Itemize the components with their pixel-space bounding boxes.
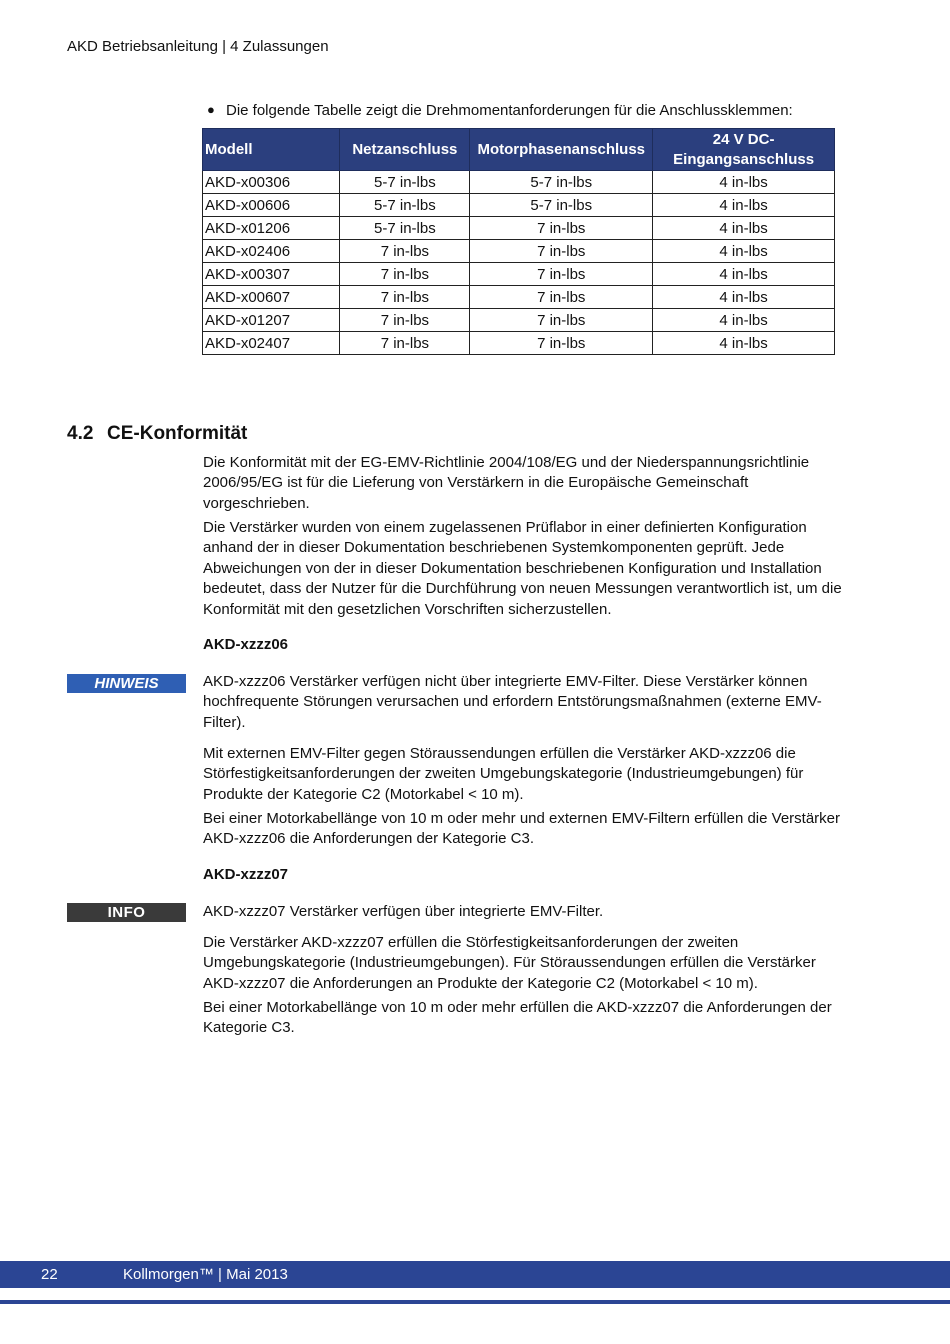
cell-model: AKD-x00607 bbox=[203, 286, 340, 309]
cell-24v-dc: 4 in-lbs bbox=[653, 171, 835, 194]
cell-mains: 7 in-lbs bbox=[340, 263, 470, 286]
cell-model: AKD-x00306 bbox=[203, 171, 340, 194]
table-row bbox=[203, 217, 835, 240]
cell-24v-dc: 4 in-lbs bbox=[653, 217, 835, 240]
cell-model: AKD-x02406 bbox=[203, 240, 340, 263]
column-header-mains: Netzanschluss bbox=[340, 129, 470, 171]
akd06-heading: AKD-xzzz06 bbox=[203, 636, 289, 653]
bullet-icon: ● bbox=[207, 102, 215, 117]
akd07-note: AKD-xzzz07 Verstärker verfügen über integrierte EMV-Filter. bbox=[203, 903, 604, 920]
akd07-heading: AKD-xzzz07 bbox=[203, 866, 289, 883]
cell-mains: 5-7 in-lbs bbox=[340, 194, 470, 217]
page-number: 22 bbox=[41, 1266, 58, 1283]
cell-model: AKD-x00307 bbox=[203, 263, 340, 286]
footer-bar bbox=[0, 1261, 950, 1288]
table-row bbox=[203, 171, 835, 194]
cell-motor-phase: 7 in-lbs bbox=[470, 263, 653, 286]
akd07-paragraph-2: Bei einer Motorkabellänge von 10 m oder mehr erfüllen die AKD-xzzz07 die Anforderungen der Kategorie C3. bbox=[203, 999, 832, 1037]
running-header: AKD Betriebsanleitung | 4 Zulassungen bbox=[67, 38, 329, 55]
cell-mains: 5-7 in-lbs bbox=[340, 171, 470, 194]
cell-motor-phase: 5-7 in-lbs bbox=[470, 194, 653, 217]
akd06-note: AKD-xzzz06 Verstärker verfügen nicht über integrierte EMV-Filter. Diese Verstärker können hochfrequente Störungen verursachen und erfordern Entstörungsmaßnahmen (externe EMV-Filter). bbox=[203, 673, 822, 731]
cell-24v-dc: 4 in-lbs bbox=[653, 309, 835, 332]
cell-24v-dc: 4 in-lbs bbox=[653, 286, 835, 309]
table-row bbox=[203, 332, 835, 355]
cell-motor-phase: 7 in-lbs bbox=[470, 309, 653, 332]
section-title: CE-Konformität bbox=[107, 423, 248, 444]
cell-motor-phase: 7 in-lbs bbox=[470, 240, 653, 263]
cell-motor-phase: 5-7 in-lbs bbox=[470, 171, 653, 194]
cell-motor-phase: 7 in-lbs bbox=[470, 332, 653, 355]
table-row bbox=[203, 309, 835, 332]
akd06-paragraph-2: Bei einer Motorkabellänge von 10 m oder mehr und externen EMV-Filtern erfüllen die Verstärker AKD-xzzz06 die Anforderungen der Kategorie C3. bbox=[203, 810, 840, 848]
akd07-paragraph-1: Die Verstärker AKD-xzzz07 erfüllen die Störfestigkeitsanforderungen der zweiten Umgebungskategorie (Industrieumgebungen). Für Störaussendungen erfüllen die Verstärker AKD-xzzz07 die Anforderungen an Produkte der Kategorie C2 (Motorkabel < 10 m). bbox=[203, 934, 816, 992]
cell-model: AKD-x01207 bbox=[203, 309, 340, 332]
footer-brand: Kollmorgen™ | Mai 2013 bbox=[123, 1266, 288, 1283]
cell-24v-dc: 4 in-lbs bbox=[653, 332, 835, 355]
intro-bullet-item bbox=[207, 102, 793, 119]
cell-mains: 7 in-lbs bbox=[340, 309, 470, 332]
table-row bbox=[203, 240, 835, 263]
cell-mains: 7 in-lbs bbox=[340, 332, 470, 355]
intro-text: Die folgende Tabelle zeigt die Drehmomentanforderungen für die Anschlussklemmen: bbox=[226, 102, 793, 119]
cell-model: AKD-x02407 bbox=[203, 332, 340, 355]
table-header-row bbox=[203, 129, 835, 171]
cell-mains: 7 in-lbs bbox=[340, 286, 470, 309]
torque-table bbox=[202, 128, 835, 355]
section-heading bbox=[67, 423, 247, 445]
info-label: INFO bbox=[67, 903, 186, 922]
cell-motor-phase: 7 in-lbs bbox=[470, 217, 653, 240]
column-header-motor-phase: Motorphasenanschluss bbox=[470, 129, 653, 171]
cell-model: AKD-x00606 bbox=[203, 194, 340, 217]
cell-24v-dc: 4 in-lbs bbox=[653, 194, 835, 217]
column-header-model: Modell bbox=[203, 129, 340, 171]
cell-mains: 7 in-lbs bbox=[340, 240, 470, 263]
cell-model: AKD-x01206 bbox=[203, 217, 340, 240]
ce-paragraph-2: Die Verstärker wurden von einem zugelassenen Prüflabor in einer definierten Konfiguration anhand der in dieser Dokumentation beschriebenen Systemkomponenten geprüft. Jede Abweichungen von der in dieser Dokumentation beschriebenen Konfiguration und Installation bedeutet, dass der Nutzer für die Durchführung von neuen Messungen verantwortlich ist, um die Konformität mit den gesetzlichen Vorschriften sicherzustellen. bbox=[203, 519, 842, 618]
ce-paragraph-1: Die Konformität mit der EG-EMV-Richtlinie 2004/108/EG und der Niederspannungsrichtlinie 2006/95/EG ist für die Lieferung von Verstärkern in die Europäische Gemeinschaft vorgeschrieben. bbox=[203, 454, 810, 512]
footer-rule bbox=[0, 1300, 950, 1304]
hinweis-label: HINWEIS bbox=[67, 674, 186, 693]
column-header-24v-dc: 24 V DC- Eingangsanschluss bbox=[653, 129, 835, 171]
akd06-paragraph-1: Mit externen EMV-Filter gegen Störaussendungen erfüllen die Verstärker AKD-xzzz06 die Störfestigkeitsanforderungen der zweiten Umgebungskategorie (Industrieumgebungen) für Produkte der Kategorie C2 (Motorkabel < 10 m). bbox=[203, 745, 804, 803]
cell-24v-dc: 4 in-lbs bbox=[653, 240, 835, 263]
cell-24v-dc: 4 in-lbs bbox=[653, 263, 835, 286]
cell-mains: 5-7 in-lbs bbox=[340, 217, 470, 240]
cell-motor-phase: 7 in-lbs bbox=[470, 286, 653, 309]
table-row bbox=[203, 263, 835, 286]
section-number: 4.2 bbox=[67, 423, 94, 444]
table-row bbox=[203, 286, 835, 309]
table-row bbox=[203, 194, 835, 217]
